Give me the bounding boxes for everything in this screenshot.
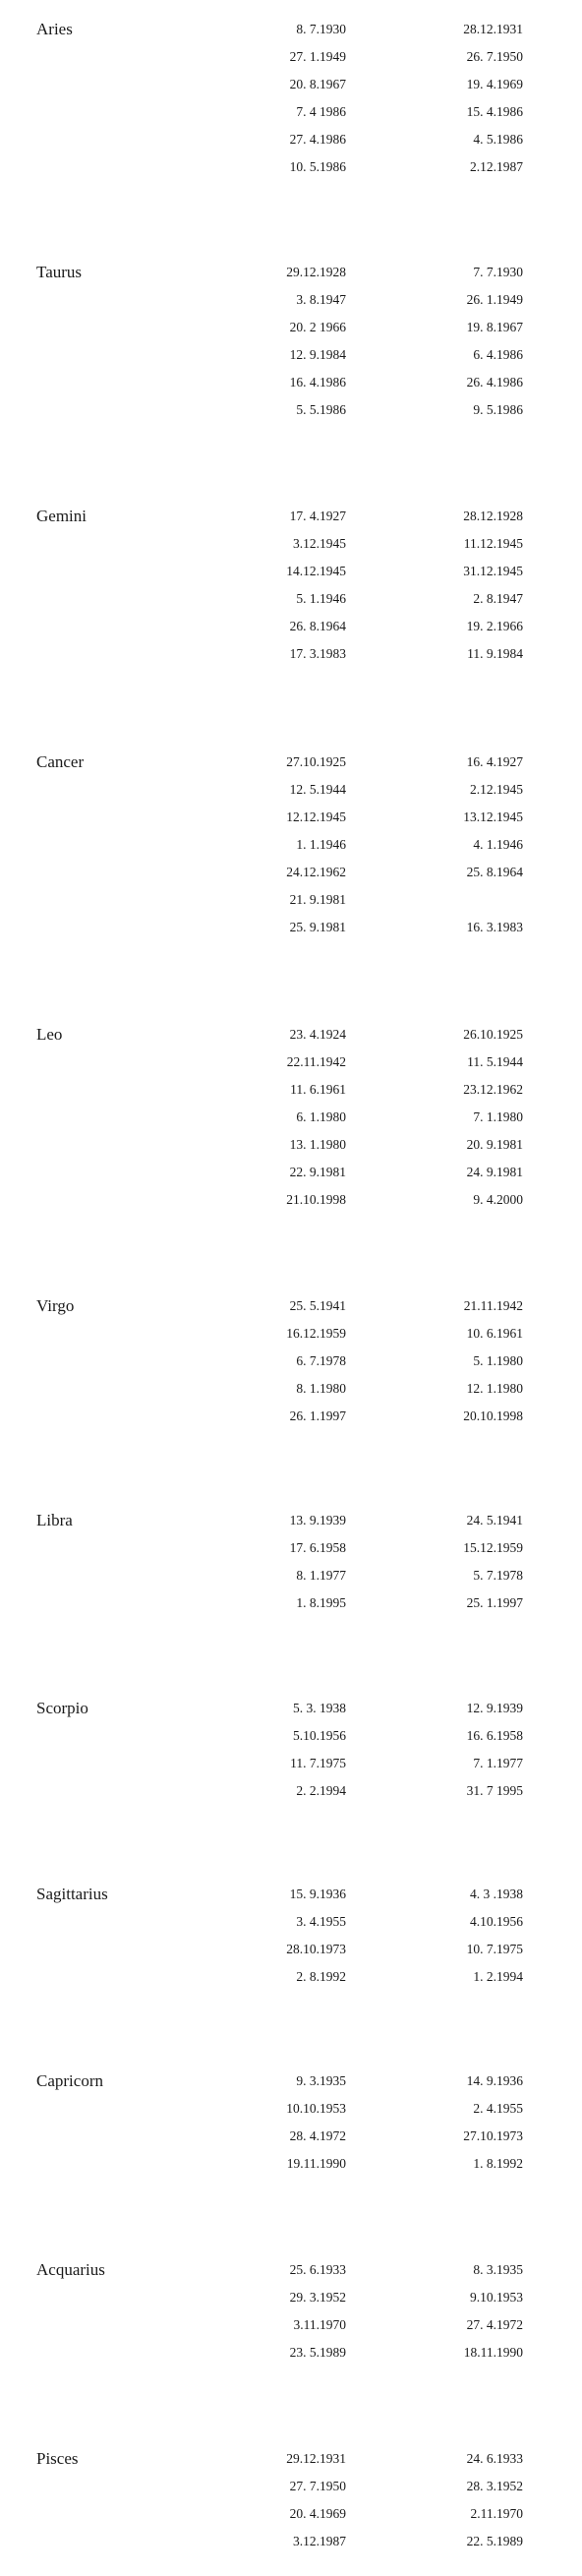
start-date: 28. 4.1972 [289,2128,346,2143]
start-date: 16.12.1959 [286,1326,346,1341]
start-date: 27. 7.1950 [289,2479,346,2493]
start-date: 5. 3. 1938 [293,1701,346,1715]
end-date: 25. 1.1997 [466,1595,523,1610]
end-date: 12. 1.1980 [466,1381,523,1396]
end-date: 2.11.1970 [470,2506,523,2521]
date-row [0,47,582,67]
start-date: 22.11.1942 [286,1054,346,1069]
end-date: 2.12.1987 [470,159,523,174]
start-date: 25. 5.1941 [289,1298,346,1313]
date-row [0,1135,582,1155]
end-date: 16. 6.1958 [466,1728,523,1743]
end-date: 26. 1.1949 [466,292,523,307]
date-row [0,562,582,581]
start-date: 8. 1.1977 [296,1568,346,1583]
end-date: 26. 7.1950 [466,49,523,64]
start-date: 26. 8.1964 [289,619,346,633]
sign-name: Leo [36,1025,63,1044]
start-date: 25. 6.1933 [289,2262,346,2277]
date-row [0,318,582,337]
end-date: 5. 1.1980 [473,1353,523,1368]
start-date: 26. 1.1997 [289,1408,346,1423]
date-row [0,1108,582,1127]
start-date: 3.11.1970 [293,2317,346,2332]
date-row [0,2127,582,2146]
start-date: 27. 1.1949 [289,49,346,64]
date-row [0,2504,582,2524]
start-date: 1. 1.1946 [296,837,346,852]
date-row [0,1699,582,1718]
end-date: 20.10.1998 [463,1408,523,1423]
date-row [0,2477,582,2496]
date-row [0,2154,582,2174]
start-date: 29.12.1928 [286,265,346,279]
start-date: 29.12.1931 [286,2451,346,2466]
end-date: 26.10.1925 [463,1027,523,1042]
date-row [0,1080,582,1100]
start-date: 20. 4.1969 [289,2506,346,2521]
start-date: 17. 3.1983 [289,646,346,661]
date-row [0,1940,582,1959]
end-date: 4. 1.1946 [473,837,523,852]
date-row [0,617,582,636]
date-row [0,589,582,609]
end-date: 15. 4.1986 [466,104,523,119]
date-row [0,1538,582,1558]
sign-name: Cancer [36,752,85,771]
sign-name: Taurus [36,263,83,281]
start-date: 29. 3.1952 [289,2290,346,2305]
start-date: 13. 9.1939 [289,1513,346,1528]
end-date: 28.12.1931 [463,22,523,36]
date-row [0,752,582,772]
date-row [0,918,582,937]
end-date: 20. 9.1981 [466,1137,523,1152]
date-row [0,400,582,420]
date-row [0,1754,582,1773]
end-date: 28. 3.1952 [466,2479,523,2493]
end-date: 31.12.1945 [463,564,523,578]
date-row [0,1511,582,1530]
end-date: 27. 4.1972 [466,2317,523,2332]
start-date: 8. 1.1980 [296,1381,346,1396]
date-row [0,2099,582,2119]
end-date: 1. 8.1992 [473,2156,523,2171]
date-row [0,2449,582,2469]
end-date: 9. 4.2000 [473,1192,523,1207]
date-row [0,507,582,526]
end-date: 4.10.1956 [470,1914,523,1929]
date-row [0,1885,582,1904]
end-date: 10. 6.1961 [466,1326,523,1341]
start-date: 6. 1.1980 [296,1109,346,1124]
start-date: 9. 3.1935 [296,2073,346,2088]
end-date: 13.12.1945 [463,809,523,824]
end-date: 9. 5.1986 [473,402,523,417]
date-row [0,890,582,910]
end-date: 16. 3.1983 [466,920,523,934]
start-date: 3. 4.1955 [296,1914,346,1929]
sign-name: Sagittarius [36,1885,108,1903]
start-date: 10. 5.1986 [289,159,346,174]
start-date: 27. 4.1986 [289,132,346,147]
date-row [0,2288,582,2307]
date-row [0,75,582,94]
end-date: 21.11.1942 [463,1298,523,1313]
date-row [0,1912,582,1932]
start-date: 5. 5.1986 [296,402,346,417]
end-date: 5. 7.1978 [473,1568,523,1583]
end-date: 31. 7 1995 [466,1783,523,1798]
date-row [0,20,582,39]
start-date: 28.10.1973 [286,1942,346,1956]
end-date: 15.12.1959 [463,1540,523,1555]
date-row [0,263,582,282]
sign-name: Libra [36,1511,73,1529]
start-date: 10.10.1953 [286,2101,346,2116]
end-date: 22. 5.1989 [466,2534,523,2548]
date-row [0,1379,582,1399]
start-date: 3.12.1987 [293,2534,346,2548]
start-date: 12. 5.1944 [289,782,346,797]
date-row [0,835,582,855]
end-date: 28.12.1928 [463,509,523,523]
date-row [0,1351,582,1371]
start-date: 17. 4.1927 [289,509,346,523]
start-date: 12. 9.1984 [289,347,346,362]
start-date: 1. 8.1995 [296,1595,346,1610]
end-date: 11.12.1945 [463,536,523,551]
start-date: 3. 8.1947 [296,292,346,307]
date-row [0,2532,582,2551]
end-date: 11. 5.1944 [467,1054,523,1069]
sign-name: Acquarius [36,2260,105,2279]
date-row [0,2343,582,2363]
end-date: 7. 7.1930 [473,265,523,279]
start-date: 6. 7.1978 [296,1353,346,1368]
end-date: 2. 8.1947 [473,591,523,606]
date-row [0,290,582,310]
date-row [0,130,582,150]
end-date: 23.12.1962 [463,1082,523,1097]
start-date: 16. 4.1986 [289,375,346,389]
end-date: 27.10.1973 [463,2128,523,2143]
end-date: 26. 4.1986 [466,375,523,389]
sign-name: Scorpio [36,1699,88,1717]
sign-name: Pisces [36,2449,79,2468]
sign-name: Gemini [36,507,87,525]
start-date: 2. 2.1994 [296,1783,346,1798]
end-date: 2. 4.1955 [473,2101,523,2116]
start-date: 15. 9.1936 [289,1887,346,1901]
end-date: 11. 9.1984 [467,646,523,661]
start-date: 25. 9.1981 [289,920,346,934]
date-row [0,157,582,177]
date-row [0,863,582,882]
end-date: 24. 6.1933 [466,2451,523,2466]
start-date: 7. 4 1986 [296,104,346,119]
start-date: 2. 8.1992 [296,1969,346,1984]
date-row [0,2315,582,2335]
end-date: 19. 8.1967 [466,320,523,334]
start-date: 24.12.1962 [286,865,346,879]
date-row [0,1052,582,1072]
end-date: 19. 2.1966 [466,619,523,633]
date-row [0,345,582,365]
sign-name: Capricorn [36,2071,103,2090]
start-date: 19.11.1990 [286,2156,346,2171]
end-date: 4. 3 .1938 [470,1887,523,1901]
sign-name: Virgo [36,1296,75,1315]
date-row [0,373,582,392]
date-row [0,1967,582,1987]
sign-name: Aries [36,20,73,38]
start-date: 23. 4.1924 [289,1027,346,1042]
start-date: 8. 7.1930 [296,22,346,36]
end-date: 24. 5.1941 [466,1513,523,1528]
end-date: 25. 8.1964 [466,865,523,879]
date-row [0,1163,582,1182]
date-row [0,1296,582,1316]
date-row [0,1190,582,1210]
start-date: 21. 9.1981 [289,892,346,907]
start-date: 12.12.1945 [286,809,346,824]
end-date: 9.10.1953 [470,2290,523,2305]
start-date: 5. 1.1946 [296,591,346,606]
date-row [0,780,582,800]
date-row [0,2071,582,2091]
date-row [0,2260,582,2280]
start-date: 14.12.1945 [286,564,346,578]
end-date: 7. 1.1980 [473,1109,523,1124]
date-row [0,1407,582,1426]
end-date: 12. 9.1939 [466,1701,523,1715]
date-row [0,1324,582,1344]
end-date: 14. 9.1936 [466,2073,523,2088]
end-date: 24. 9.1981 [466,1165,523,1179]
date-row [0,808,582,827]
date-row [0,1025,582,1045]
end-date: 8. 3.1935 [473,2262,523,2277]
start-date: 27.10.1925 [286,754,346,769]
start-date: 11. 7.1975 [290,1756,346,1770]
end-date: 7. 1.1977 [473,1756,523,1770]
date-row [0,1781,582,1801]
end-date: 19. 4.1969 [466,77,523,91]
start-date: 11. 6.1961 [290,1082,346,1097]
end-date: 1. 2.1994 [473,1969,523,1984]
end-date: 4. 5.1986 [473,132,523,147]
date-row [0,1566,582,1586]
end-date: 6. 4.1986 [473,347,523,362]
start-date: 20. 8.1967 [289,77,346,91]
end-date: 2.12.1945 [470,782,523,797]
end-date: 18.11.1990 [463,2345,523,2360]
end-date: 10. 7.1975 [466,1942,523,1956]
date-row [0,534,582,554]
start-date: 23. 5.1989 [289,2345,346,2360]
date-row [0,102,582,122]
start-date: 13. 1.1980 [289,1137,346,1152]
start-date: 20. 2 1966 [289,320,346,334]
start-date: 21.10.1998 [286,1192,346,1207]
start-date: 3.12.1945 [293,536,346,551]
start-date: 17. 6.1958 [289,1540,346,1555]
date-row [0,1593,582,1613]
end-date: 16. 4.1927 [466,754,523,769]
date-row [0,644,582,664]
start-date: 22. 9.1981 [289,1165,346,1179]
start-date: 5.10.1956 [293,1728,346,1743]
date-row [0,1726,582,1746]
